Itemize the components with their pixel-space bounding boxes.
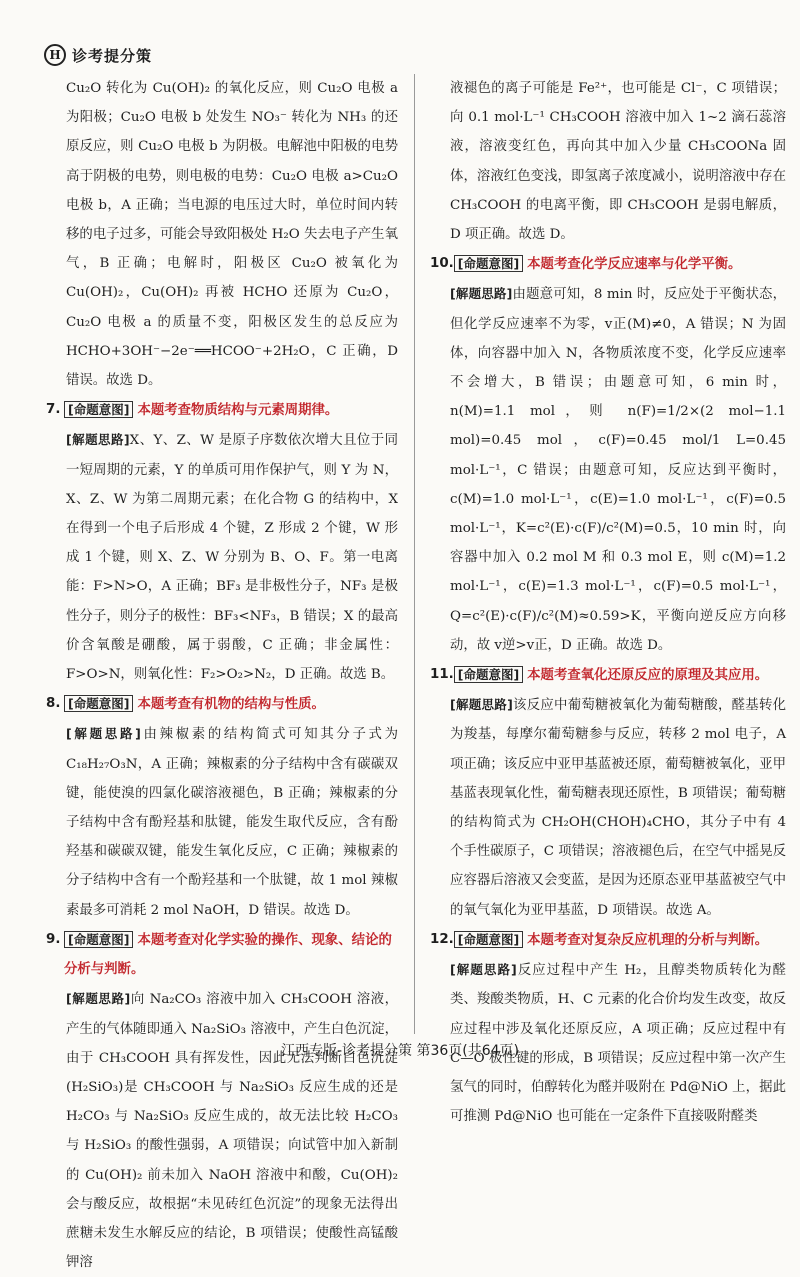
q6-continuation: Cu₂O 转化为 Cu(OH)₂ 的氧化反应，则 Cu₂O 电极 a 为阳极；Cu₂O 电极 b 处发生 NO₃⁻ 转化为 NH₃ 的还原反应，则 Cu₂O 电极 b 为阴极。电解池中阳极的电势高于阴极的电势，则电极的电势：Cu₂O 电极 a>Cu₂O 电极 b，A 正确；当电源的电压过大时，单位时间内转移的电子过多，可能会导致阳极处 H₂O 失去电子产生氧气，B 正确；电解时，阳极区 Cu₂O 被氧化为 Cu(OH)₂，Cu(OH)₂ 再被 HCHO 还原为 Cu₂O，Cu₂O 电极 a 的质量不变，阳极区发生的总反应为 HCHO+3OH⁻−2e⁻══HCOO⁻+2H₂O，C 正确，D 错误。故选 D。 bbox=[66, 81, 398, 389]
q7-intent: 本题考查物质结构与元素周期律。 bbox=[137, 402, 339, 419]
q10-solution-text: 由题意可知，8 min 时，反应处于平衡状态，但化学反应速率不为零，v正(M)≠0，A 错误；N 为固体，向容器中加入 N，各物质浓度不变，化学反应速率不会增大，B 错误；由题意可知，6 min 时，n(M)=1.1 mol，则 n(F)=1/2×(2 mol−1.1 mol)=0.45 mol，c(F)=0.45 mol/1 L=0.45 mol·L⁻¹，C 错误；由题意可知，反应达到平衡时，c(M)=1.0 mol·L⁻¹，c(E)=1.0 mol·L⁻¹，c(F)=0.5 mol·L⁻¹，K=c²(E)·c(F)/c²(M)=0.5，10 min 时，向容器中加入 0.2 mol M 和 0.3 mol E，则 c(M)=1.2 mol·L⁻¹，c(E)=1.3 mol·L⁻¹，c(F)=0.5 mol·L⁻¹，Q=c²(E)·c(F)/c²(M)≈0.59>K，平衡向逆反应方向移动，故 v逆>v正，D 正确。故选 D。 bbox=[450, 287, 786, 653]
q8-solution-text: 由辣椒素的结构简式可知其分子式为 C₁₈H₂₇O₃N，A 正确；辣椒素的分子结构中含有碳碳双键，能使溴的四氯化碳溶液褪色，B 正确；辣椒素的分子结构中含有酚羟基和肽键，能发生取代反应，含有酚羟基和碳碳双键，能发生氧化反应，C 正确；辣椒素的分子结构中含有一个酚羟基和一个肽键，故 1 mol 辣椒素最多可消耗 2 mol NaOH，D 错误。故选 D。 bbox=[66, 727, 398, 918]
q12-number: 12. bbox=[430, 931, 454, 947]
q12-solution-tag: [解题思路] bbox=[450, 962, 517, 978]
q8-solution bbox=[46, 719, 398, 924]
q10-solution-tag: [解题思路] bbox=[450, 286, 513, 302]
q11-solution-tag: [解题思路] bbox=[450, 697, 513, 713]
q7-heading bbox=[46, 395, 398, 425]
q9-solution-tag: [解题思路] bbox=[66, 991, 131, 1007]
column-divider bbox=[414, 74, 415, 1034]
q11-intent-tag: [命题意图] bbox=[454, 666, 523, 683]
page-footer: 江西专版-诊考提分策 第36页(共64页) bbox=[280, 1043, 520, 1059]
right-column bbox=[430, 74, 786, 1131]
left-column bbox=[46, 74, 398, 1277]
q10-number: 10. bbox=[430, 256, 454, 272]
q10-intent: 本题考查化学反应速率与化学平衡。 bbox=[527, 256, 742, 273]
q10-solution bbox=[430, 279, 786, 660]
q11-solution-text: 该反应中葡萄糖被氧化为葡萄糖酸，醛基转化为羧基，每摩尔葡萄糖参与反应，转移 2 mol 电子，A 项正确；该反应中亚甲基蓝被还原，葡萄糖被氧化，亚甲基蓝表现氧化性，葡萄糖表现还原性，B 项错误；葡萄糖的结构简式为 CH₂OH(CHOH)₄CHO，其分子中有 4 个手性碳原子，C 项错误；溶液褪色后，在空气中摇晃反应容器后溶液又会变蓝，是因为还原态亚甲基蓝被空气中的氧气氧化为亚甲基蓝，D 项错误。故选 A。 bbox=[450, 698, 786, 918]
q12-intent: 本题考查对复杂反应机理的分析与判断。 bbox=[527, 931, 769, 948]
q11-solution bbox=[430, 690, 786, 925]
q9-solution-text: 向 Na₂CO₃ 溶液中加入 CH₃COOH 溶液，产生的气体随即通入 Na₂SiO₃ 溶液中，产生白色沉淀，由于 CH₃COOH 具有挥发性，因此无法判断白色沉淀(H₂SiO₃)是 CH₃COOH 与 Na₂SiO₃ 反应生成的还是 H₂CO₃ 与 Na₂SiO₃ 反应生成的，故无法比较 H₂CO₃ 与 H₂SiO₃ 的酸性强弱，A 项错误；向试管中加入新制的 Cu(OH)₂ 前未加入 NaOH 溶液中和酸，Cu(OH)₂ 会与酸反应，故根据“未见砖红色沉淀”的现象无法得出蔗糖未发生水解反应的结论，B 项错误；使酸性高锰酸钾溶 bbox=[66, 992, 398, 1271]
q10-intent-tag: [命题意图] bbox=[454, 255, 523, 272]
q8-heading bbox=[46, 689, 398, 719]
q7-solution-tag: [解题思路] bbox=[66, 432, 130, 448]
q12-solution-text: 反应过程中产生 H₂，且醇类物质转化为醛类、羧酸类物质，H、C 元素的化合价均发生改变，故反应过程中涉及氧化还原反应，A 项正确；反应过程中有 C—O 极性键的形成，B 项错误；反应过程中第一次产生氢气的同时，伯醇转化为醛并吸附在 Pd@NiO 上，据此可推测 Pd@NiO 也可能在一定条件下直接吸附醛类 bbox=[450, 963, 786, 1125]
q7-solution bbox=[46, 425, 398, 689]
page-header bbox=[44, 42, 152, 68]
q9-solution bbox=[46, 984, 398, 1277]
q11-number: 11. bbox=[430, 667, 454, 683]
q11-intent: 本题考查氧化还原反应的原理及其应用。 bbox=[527, 667, 769, 684]
q9-heading bbox=[46, 925, 398, 984]
q9-intent: 本题考查对化学实验的操作、现象、结论的分析与判断。 bbox=[64, 931, 392, 978]
q11-heading bbox=[430, 660, 786, 690]
q7-intent-tag: [命题意图] bbox=[64, 401, 133, 418]
q12-heading bbox=[430, 925, 786, 955]
q7-solution-text: X、Y、Z、W 是原子序数依次增大且位于同一短周期的元素，Y 的单质可用作保护气，则 Y 为 N，X、Z、W 为第二周期元素；在化合物 G 的结构中，X 在得到一个电子后形成 4 个键，Z 形成 2 个键，W 形成 1 个键，则 X、Z、W 分别为 B、O、F。第一电离能：F>N>O，A 正确；BF₃ 是非极性分子，NF₃ 是极性分子，则分子的极性：BF₃<NF₃，B 错误；X 的最高价含氧酸是硼酸，属于弱酸，C 正确；非金属性：F>O>N，则氧化性：F₂>O₂>N₂，D 正确。故选 B。 bbox=[66, 433, 398, 683]
q8-intent-tag: [命题意图] bbox=[64, 695, 133, 712]
q9-continuation: 液褪色的离子可能是 Fe²⁺，也可能是 Cl⁻，C 项错误；向 0.1 mol·L⁻¹ CH₃COOH 溶液中加入 1~2 滴石蕊溶液，溶液变红色，再向其中加入少量 CH₃COONa 固体，溶液红色变浅，即氢离子浓度减小，说明溶液中存在 CH₃COOH 的电离平衡，即 CH₃COOH 是弱电解质，D 项正确。故选 D。 bbox=[450, 81, 786, 243]
q8-intent: 本题考查有机物的结构与性质。 bbox=[137, 696, 325, 713]
q9-intent-tag: [命题意图] bbox=[64, 931, 133, 948]
q8-solution-tag: [解题思路] bbox=[66, 726, 141, 742]
q9-number: 9. bbox=[46, 931, 61, 947]
q10-heading bbox=[430, 249, 786, 279]
q7-number: 7. bbox=[46, 402, 61, 418]
brand-title: 诊考提分策 bbox=[72, 46, 153, 65]
q8-number: 8. bbox=[46, 696, 61, 712]
q12-intent-tag: [命题意图] bbox=[454, 931, 523, 948]
brand-logo-icon: H bbox=[44, 44, 66, 66]
